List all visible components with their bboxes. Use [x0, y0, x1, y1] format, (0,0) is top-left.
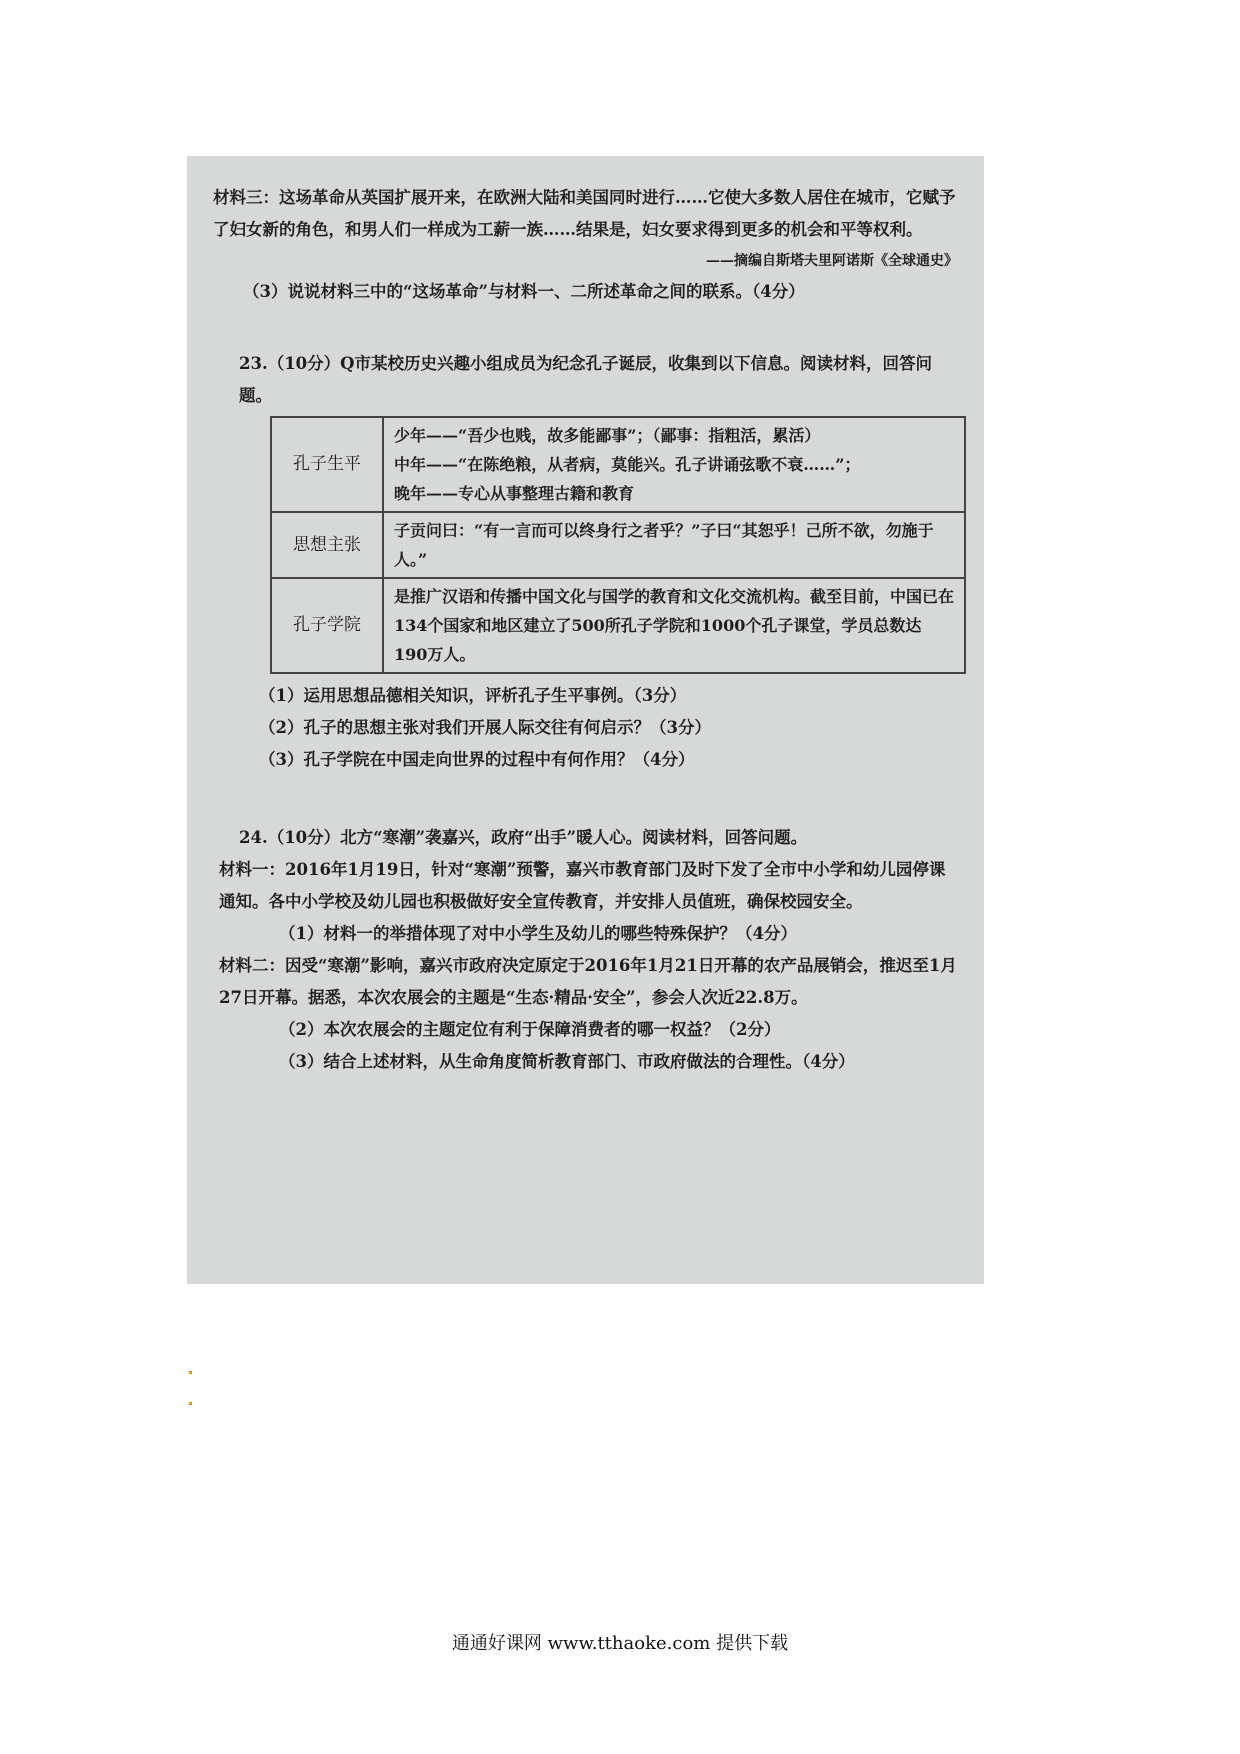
stray-mark	[189, 1371, 192, 1374]
material-three-question: （3）说说材料三中的“这场革命”与材料一、二所述革命之间的联系。（4分）	[243, 282, 805, 301]
footer-credit: 通通好课网 www.tthaoke.com 提供下载	[451, 1633, 789, 1654]
table-category: 孔子学院	[271, 578, 383, 673]
table-row	[271, 578, 965, 673]
question-23-2: （2）孔子的思想主张对我们开展人际交往有何启示？（3分）	[259, 718, 711, 737]
table-row	[271, 512, 965, 578]
question-23-3: （3）孔子学院在中国走向世界的过程中有何作用？（4分）	[259, 750, 695, 769]
table-row	[271, 417, 965, 512]
question-24-header: 24.（10分）北方“寒潮”袭嘉兴，政府“出手”暖人心。阅读材料，回答问题。	[239, 828, 808, 847]
question-24-material-two: 材料二：因受“寒潮”影响，嘉兴市政府决定原定于2016年1月21日开幕的农产品展销会，推迟至1月27日开幕。据悉，本次农展会的主题是“生态·精品·安全”，参会人次近22.8万。	[219, 956, 957, 1007]
table-line: 是推广汉语和传播中国文化与国学的教育和文化交流机构。截至目前，中国已在134个国家和地区建立了500所孔子学院和1000个孔子课堂，学员总数达190万人。	[394, 587, 955, 664]
question-23-header: 23.（10分）Q市某校历史兴趣小组成员为纪念孔子诞辰，收集到以下信息。阅读材料，回答问题。	[239, 354, 933, 405]
question-23-1: （1）运用思想品德相关知识，评析孔子生平事例。（3分）	[259, 686, 687, 705]
material-three-text: 材料三：这场革命从英国扩展开来，在欧洲大陆和美国同时进行……它使大多数人居住在城市，它赋予了妇女新的角色，和男人们一样成为工薪一族……结果是，妇女要求得到更多的机会和平等权利。	[213, 188, 956, 239]
table-content	[383, 578, 965, 673]
material-three-source: ——摘编自斯塔夫里阿诺斯《全球通史》	[706, 253, 958, 269]
table-category: 孔子生平	[271, 417, 383, 512]
table-line: 中年——“在陈绝粮，从者病，莫能兴。孔子讲诵弦歌不衰……”；	[394, 455, 861, 474]
table-line: 少年——“吾少也贱，故多能鄙事”；（鄙事：指粗活，累活）	[394, 426, 821, 445]
table-line: 子贡问曰：“有一言而可以终身行之者乎？”子曰“其恕乎！己所不欲，勿施于人。”	[394, 521, 934, 569]
table-line: 晚年——专心从事整理古籍和教育	[394, 484, 635, 503]
question-24-2: （2）本次农展会的主题定位有利于保障消费者的哪一权益？（2分）	[279, 1020, 781, 1039]
table-content	[383, 417, 965, 512]
confucius-info-table	[270, 416, 966, 674]
question-24-3: （3）结合上述材料，从生命角度简析教育部门、市政府做法的合理性。（4分）	[279, 1052, 855, 1071]
question-24-material-one: 材料一：2016年1月19日，针对“寒潮”预警，嘉兴市教育部门及时下发了全市中小学和幼儿园停课通知。各中小学校及幼儿园也积极做好安全宣传教育，并安排人员值班，确保校园安全。	[219, 860, 946, 911]
table-category: 思想主张	[271, 512, 383, 578]
stray-mark	[189, 1402, 192, 1405]
table-content	[383, 512, 965, 578]
question-24-1: （1）材料一的举措体现了对中小学生及幼儿的哪些特殊保护？（4分）	[279, 924, 797, 943]
exam-page-photo	[187, 156, 984, 1284]
